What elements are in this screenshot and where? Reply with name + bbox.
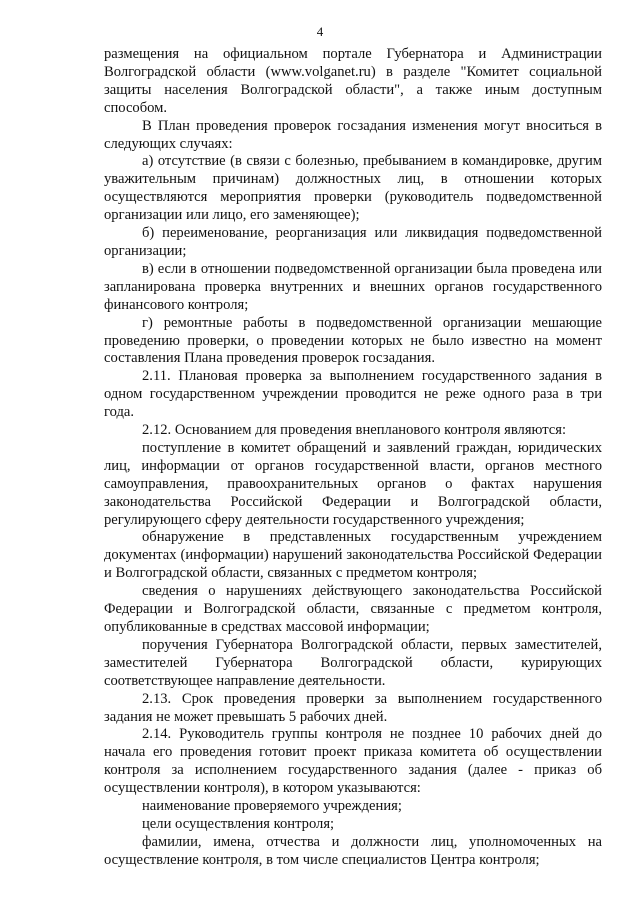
paragraph-portal-publication: размещения на официальном портале Губернатора и Администрации Волгоградской области (www.volganet.ru) в разделе "Комитет социальной защиты населения Волгоградской области", а также иным доступным способом.: [104, 46, 602, 116]
paragraph-2-13-check-duration: 2.13. Срок проведения проверки за выполнением государственного задания не может превышать 5 рабочих дней.: [104, 690, 602, 725]
paragraph-ground-media-reports: сведения о нарушениях действующего законодательства Российской Федерации и Волгоградской области, связанные с предметом контроля, опубликованные в средствах массовой информации;: [104, 583, 602, 635]
paragraph-order-item-institution-name: наименование проверяемого учреждения;: [142, 798, 402, 815]
paragraph-case-c-external-audit: в) если в отношении подведомственной организации была проведена или запланирована проверка внутренних и внешних органов государственного финансового контроля;: [104, 260, 602, 313]
paragraph-2-11-planned-check: 2.11. Плановая проверка за выполнением государственного задания в одном государственном учреждении проводится не реже одного раза в три года.: [104, 368, 602, 421]
paragraph-ground-citizen-appeals: поступление в комитет обращений и заявлений граждан, юридических лиц, информации от органов государственной власти, органов местного самоуправления, правоохранительных органов о фактах нарушения законодательства Российской Федерации и Волгоградской области, регулирующего сферу деятельности государственного учреждения;: [104, 439, 602, 528]
paragraph-ground-governor-orders: поручения Губернатора Волгоградской области, первых заместителей, заместителей Губернатора Волгоградской области, курирующих соответствующее направление деятельности.: [104, 636, 602, 689]
paragraph-order-item-authorized-persons: фамилии, имена, отчества и должности лиц, уполномоченных на осуществление контроля, в том числе специалистов Центра контроля;: [104, 833, 602, 868]
paragraph-case-d-repair-works: г) ремонтные работы в подведомственной организации мешающие проведению проверки, о проведении которых не было известно на момент составления Плана проведения проверок госзадания.: [104, 314, 602, 367]
paragraph-case-a-absence: а) отсутствие (в связи с болезнью, пребыванием в командировке, другим уважительным причинам) должностных лиц, в отношении которых осуществляются мероприятия проверки (руководитель подведомственной организации или лицо, его заменяющее);: [104, 153, 602, 224]
paragraph-plan-changes-intro: В План проведения проверок госзадания изменения могут вноситься в следующих случаях:: [104, 117, 602, 152]
paragraph-2-14-control-order: 2.14. Руководитель группы контроля не позднее 10 рабочих дней до начала его проведения готовит проект приказа комитета об осуществлении контроля за исполнением государственного задания (далее - приказ об осуществлении контроля), в котором указываются:: [104, 726, 602, 797]
paragraph-case-b-reorganization: б) переименование, реорганизация или ликвидация подведомственной организации;: [104, 225, 602, 259]
paragraph-ground-violations-detected: обнаружение в представленных государственным учреждением документах (информации) нарушений законодательства Российской Федерации и Волгоградской области, связанных с предметом контроля;: [104, 529, 602, 582]
paragraph-order-item-control-goals: цели осуществления контроля;: [142, 815, 335, 832]
paragraph-2-12-unplanned-grounds: 2.12. Основанием для проведения внепланового контроля являются:: [142, 422, 567, 439]
document-body: [104, 46, 602, 870]
page-number: 4: [316, 24, 324, 39]
